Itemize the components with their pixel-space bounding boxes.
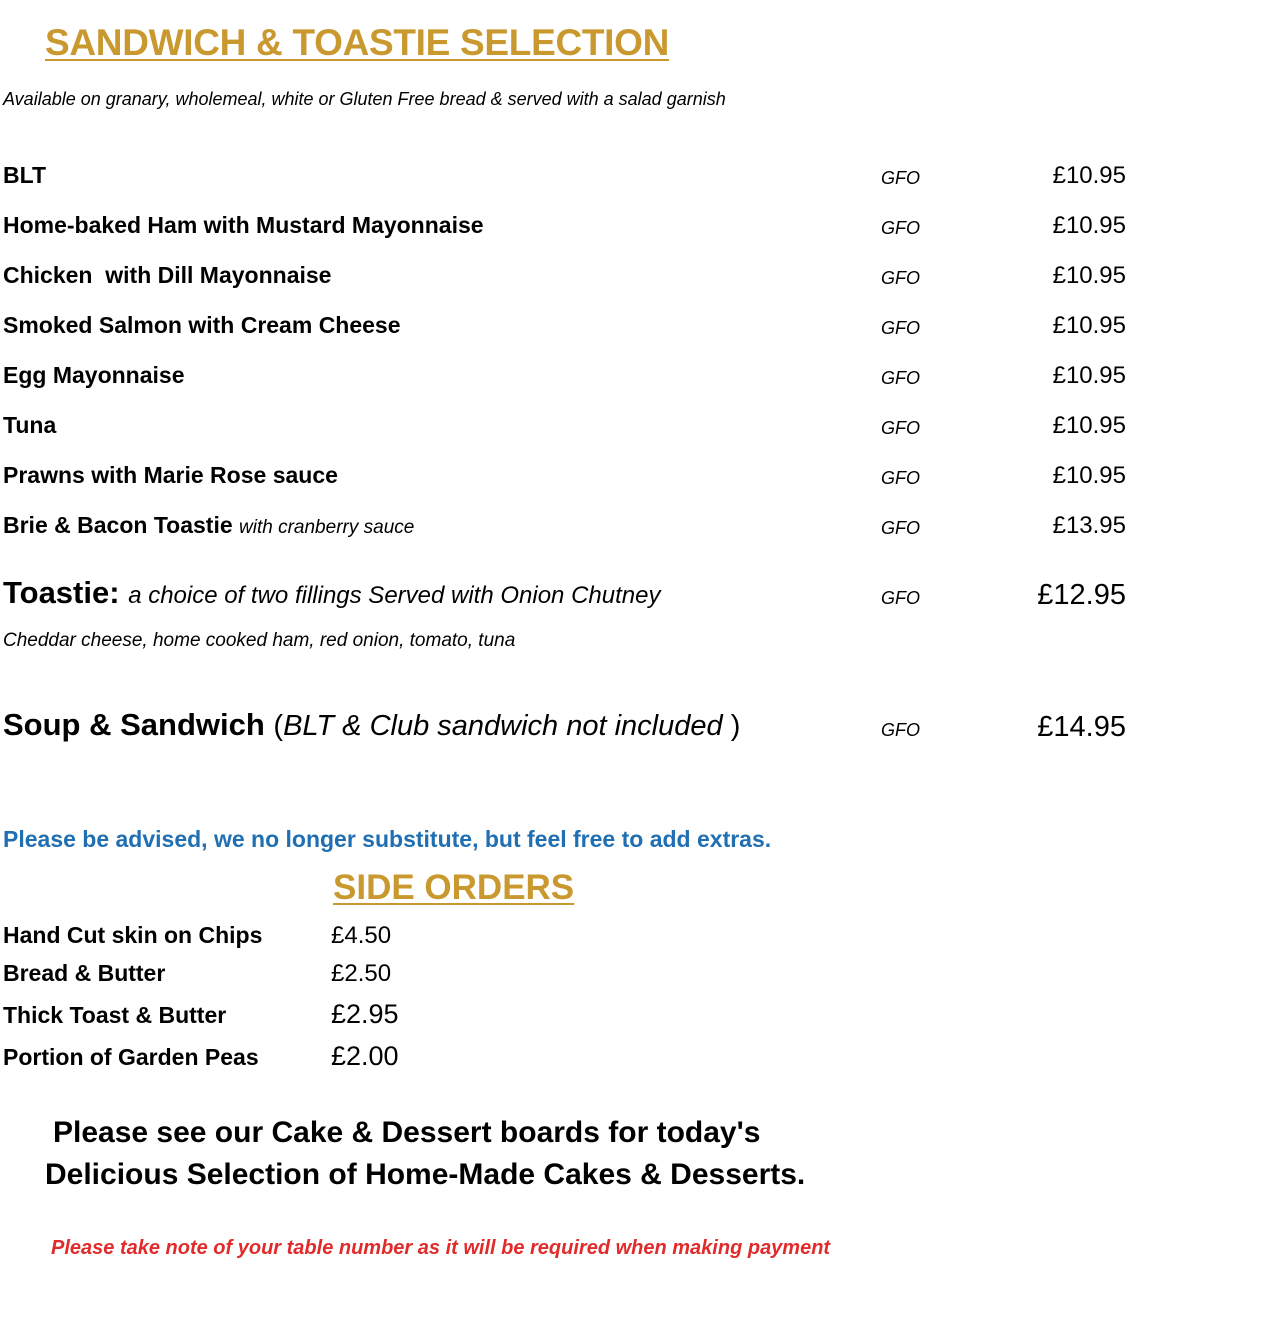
item-name: Egg Mayonnaise [3, 362, 185, 388]
side-item-name: Bread & Butter [3, 960, 166, 986]
item-price: £10.95 [1052, 412, 1126, 439]
side-item-price: £2.50 [331, 960, 392, 987]
gfo-tag: GFO [881, 418, 920, 438]
gfo-tag: GFO [881, 318, 920, 338]
toastie-price: £12.95 [1037, 579, 1126, 611]
item-price: £10.95 [1052, 262, 1126, 289]
item-name: BLT [3, 162, 47, 188]
item-price: £10.95 [1052, 162, 1126, 189]
side-item-price: £2.95 [331, 999, 399, 1029]
item-name: Home-baked Ham with Mustard Mayonnaise [3, 212, 484, 238]
toastie-name: Toastie: a choice of two fillings Served with Onion Chutney [3, 575, 661, 610]
menu-subtitle: Available on granary, wholemeal, white or Gluten Free bread & served with a salad garnish [3, 89, 726, 109]
cake-notice-line1: Please see our Cake & Dessert boards for today's [53, 1116, 761, 1149]
item-price: £10.95 [1052, 312, 1126, 339]
item-name: Brie & Bacon Toastie with cranberry sauce [3, 512, 415, 538]
payment-notice: Please take note of your table number as it will be required when making payment [51, 1237, 831, 1259]
toastie-fillings: Cheddar cheese, home cooked ham, red onion, tomato, tuna [3, 630, 516, 651]
item-note: with cranberry sauce [239, 517, 415, 538]
gfo-tag: GFO [881, 518, 920, 538]
gfo-tag: GFO [881, 218, 920, 238]
side-item-price: £2.00 [331, 1041, 399, 1071]
gfo-tag: GFO [881, 588, 920, 608]
item-price: £10.95 [1052, 212, 1126, 239]
gfo-tag: GFO [881, 468, 920, 488]
item-name: Prawns with Marie Rose sauce [3, 462, 338, 488]
gfo-tag: GFO [881, 168, 920, 188]
side-orders-title: SIDE ORDERS [333, 868, 575, 907]
item-price: £10.95 [1052, 462, 1126, 489]
item-name: Tuna [3, 412, 57, 438]
gfo-tag: GFO [881, 720, 920, 740]
substitution-notice: Please be advised, we no longer substitute, but feel free to add extras. [3, 826, 772, 852]
item-price: £10.95 [1052, 362, 1126, 389]
cake-notice-line2: Delicious Selection of Home-Made Cakes & Desserts. [45, 1158, 806, 1191]
gfo-tag: GFO [881, 268, 920, 288]
soup-sandwich-price: £14.95 [1037, 711, 1126, 743]
item-name: Smoked Salmon with Cream Cheese [3, 312, 401, 338]
menu-title: SANDWICH & TOASTIE SELECTION [45, 22, 670, 63]
side-item-price: £4.50 [331, 922, 392, 949]
item-name: Chicken with Dill Mayonnaise [3, 262, 332, 288]
item-price: £13.95 [1052, 512, 1126, 539]
soup-sandwich-name: Soup & Sandwich (BLT & Club sandwich not included ) [3, 707, 741, 742]
side-item-name: Portion of Garden Peas [3, 1044, 259, 1070]
side-item-name: Hand Cut skin on Chips [3, 922, 263, 948]
gfo-tag: GFO [881, 368, 920, 388]
side-item-name: Thick Toast & Butter [3, 1002, 227, 1028]
soup-note: BLT & Club sandwich not included [283, 710, 723, 742]
toastie-note: a choice of two fillings Served with Onion Chutney [128, 582, 661, 609]
